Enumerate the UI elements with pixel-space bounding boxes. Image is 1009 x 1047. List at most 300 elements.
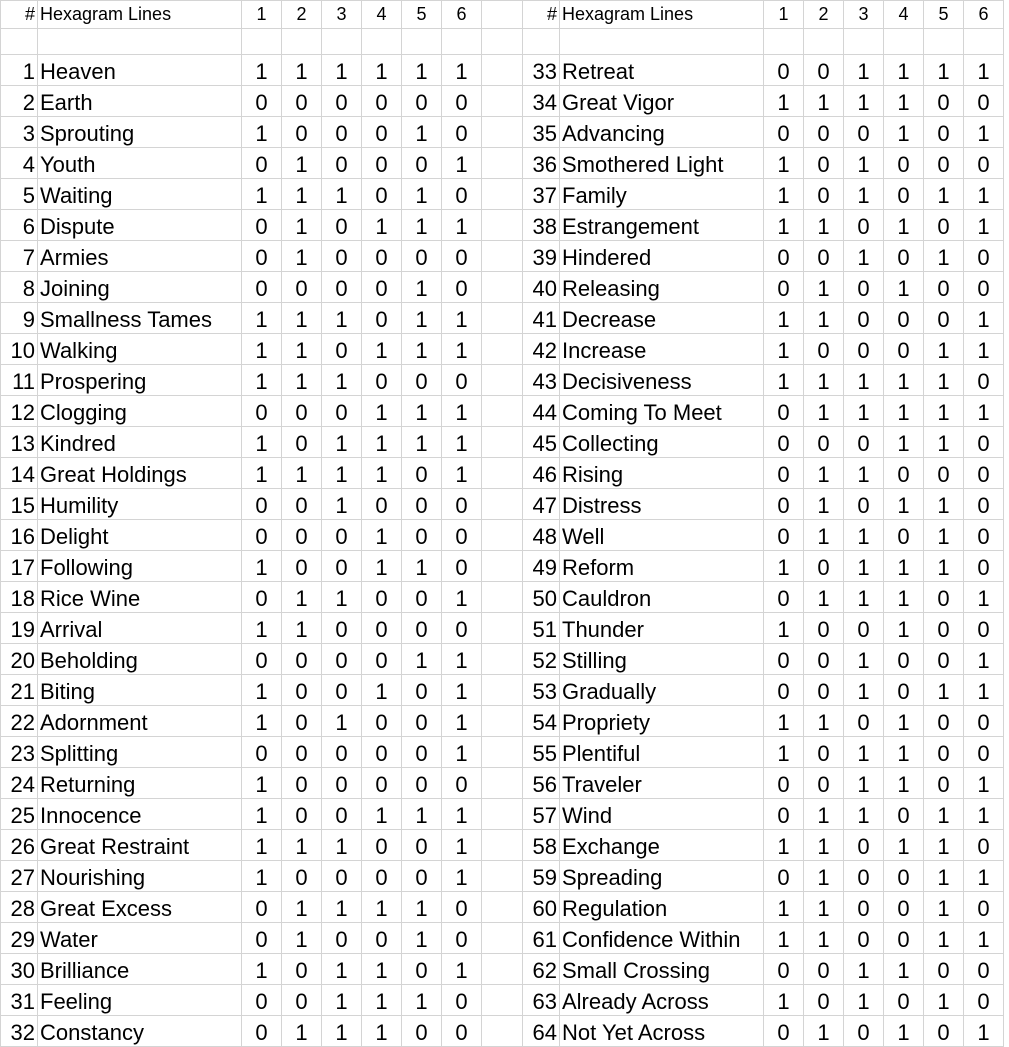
line-value-cell[interactable]: 1	[442, 830, 482, 861]
line-value-cell[interactable]: 1	[322, 179, 362, 210]
line-value-cell[interactable]: 0	[322, 210, 362, 241]
hexagram-number-cell[interactable]: 15	[1, 489, 38, 520]
line-value-cell[interactable]: 1	[282, 241, 322, 272]
line-value-cell[interactable]: 0	[242, 86, 282, 117]
hexagram-number-cell[interactable]: 23	[1, 737, 38, 768]
hexagram-name-cell[interactable]: Following	[38, 551, 242, 582]
hexagram-name-cell[interactable]: Armies	[38, 241, 242, 272]
empty-cell[interactable]	[844, 29, 884, 55]
line-value-cell[interactable]: 0	[322, 86, 362, 117]
line-value-cell[interactable]: 0	[884, 861, 924, 892]
line-value-cell[interactable]: 0	[242, 396, 282, 427]
line-value-cell[interactable]: 0	[964, 830, 1004, 861]
line-value-cell[interactable]: 1	[764, 210, 804, 241]
line-value-cell[interactable]: 0	[402, 675, 442, 706]
spacer-cell[interactable]	[482, 799, 523, 830]
line-value-cell[interactable]: 0	[242, 272, 282, 303]
hexagram-number-cell[interactable]: 3	[1, 117, 38, 148]
hexagram-number-cell[interactable]: 20	[1, 644, 38, 675]
line-value-cell[interactable]: 1	[764, 737, 804, 768]
line-value-cell[interactable]: 1	[402, 892, 442, 923]
line-value-cell[interactable]: 1	[402, 396, 442, 427]
hexagram-number-cell[interactable]: 7	[1, 241, 38, 272]
line-value-cell[interactable]: 0	[924, 768, 964, 799]
line-value-cell[interactable]: 1	[764, 551, 804, 582]
line-value-cell[interactable]: 1	[764, 923, 804, 954]
header-line-cell[interactable]: 4	[362, 1, 402, 29]
line-value-cell[interactable]: 0	[924, 582, 964, 613]
spacer-cell[interactable]	[482, 117, 523, 148]
line-value-cell[interactable]: 1	[322, 582, 362, 613]
line-value-cell[interactable]: 1	[844, 458, 884, 489]
line-value-cell[interactable]: 0	[804, 179, 844, 210]
line-value-cell[interactable]: 0	[924, 117, 964, 148]
line-value-cell[interactable]: 1	[322, 830, 362, 861]
hexagram-number-cell[interactable]: 37	[523, 179, 560, 210]
hexagram-name-cell[interactable]: Increase	[560, 334, 764, 365]
line-value-cell[interactable]: 0	[884, 892, 924, 923]
hexagram-number-cell[interactable]: 10	[1, 334, 38, 365]
line-value-cell[interactable]: 0	[442, 1016, 482, 1047]
line-value-cell[interactable]: 0	[362, 613, 402, 644]
spacer-cell[interactable]	[482, 613, 523, 644]
hexagram-name-cell[interactable]: Nourishing	[38, 861, 242, 892]
hexagram-number-cell[interactable]: 24	[1, 768, 38, 799]
line-value-cell[interactable]: 1	[402, 427, 442, 458]
line-value-cell[interactable]: 1	[442, 675, 482, 706]
line-value-cell[interactable]: 1	[242, 458, 282, 489]
hexagram-number-cell[interactable]: 63	[523, 985, 560, 1016]
header-line-cell[interactable]: 1	[242, 1, 282, 29]
hexagram-name-cell[interactable]: Decisiveness	[560, 365, 764, 396]
line-value-cell[interactable]: 0	[282, 768, 322, 799]
header-name-cell[interactable]: Hexagram Lines	[560, 1, 764, 29]
hexagram-name-cell[interactable]: Distress	[560, 489, 764, 520]
line-value-cell[interactable]: 0	[402, 861, 442, 892]
line-value-cell[interactable]: 1	[964, 396, 1004, 427]
hexagram-name-cell[interactable]: Feeling	[38, 985, 242, 1016]
header-line-cell[interactable]: 6	[964, 1, 1004, 29]
line-value-cell[interactable]: 0	[764, 117, 804, 148]
line-value-cell[interactable]: 0	[362, 830, 402, 861]
line-value-cell[interactable]: 0	[964, 272, 1004, 303]
line-value-cell[interactable]: 0	[844, 706, 884, 737]
hexagram-name-cell[interactable]: Not Yet Across	[560, 1016, 764, 1047]
hexagram-number-cell[interactable]: 12	[1, 396, 38, 427]
line-value-cell[interactable]: 1	[282, 830, 322, 861]
line-value-cell[interactable]: 1	[362, 520, 402, 551]
hexagram-number-cell[interactable]: 64	[523, 1016, 560, 1047]
line-value-cell[interactable]: 1	[764, 334, 804, 365]
hexagram-number-cell[interactable]: 44	[523, 396, 560, 427]
hexagram-number-cell[interactable]: 22	[1, 706, 38, 737]
line-value-cell[interactable]: 0	[242, 241, 282, 272]
line-value-cell[interactable]: 0	[402, 520, 442, 551]
line-value-cell[interactable]: 0	[804, 148, 844, 179]
line-value-cell[interactable]: 0	[924, 737, 964, 768]
line-value-cell[interactable]: 1	[362, 334, 402, 365]
line-value-cell[interactable]: 1	[924, 396, 964, 427]
line-value-cell[interactable]: 1	[964, 55, 1004, 86]
line-value-cell[interactable]: 1	[964, 117, 1004, 148]
line-value-cell[interactable]: 0	[362, 241, 402, 272]
hexagram-name-cell[interactable]: Rising	[560, 458, 764, 489]
hexagram-name-cell[interactable]: Releasing	[560, 272, 764, 303]
line-value-cell[interactable]: 1	[402, 303, 442, 334]
line-value-cell[interactable]: 1	[804, 303, 844, 334]
line-value-cell[interactable]: 0	[282, 644, 322, 675]
line-value-cell[interactable]: 1	[322, 892, 362, 923]
hexagram-name-cell[interactable]: Cauldron	[560, 582, 764, 613]
line-value-cell[interactable]: 1	[844, 179, 884, 210]
hexagram-number-cell[interactable]: 38	[523, 210, 560, 241]
line-value-cell[interactable]: 1	[844, 148, 884, 179]
line-value-cell[interactable]: 0	[764, 644, 804, 675]
line-value-cell[interactable]: 0	[764, 675, 804, 706]
line-value-cell[interactable]: 1	[844, 985, 884, 1016]
line-value-cell[interactable]: 0	[282, 520, 322, 551]
line-value-cell[interactable]: 0	[844, 272, 884, 303]
line-value-cell[interactable]: 0	[322, 613, 362, 644]
line-value-cell[interactable]: 0	[884, 985, 924, 1016]
hexagram-name-cell[interactable]: Spreading	[560, 861, 764, 892]
line-value-cell[interactable]: 1	[884, 582, 924, 613]
line-value-cell[interactable]: 0	[442, 489, 482, 520]
line-value-cell[interactable]: 1	[844, 737, 884, 768]
line-value-cell[interactable]: 0	[844, 1016, 884, 1047]
line-value-cell[interactable]: 0	[322, 117, 362, 148]
hexagram-name-cell[interactable]: Already Across	[560, 985, 764, 1016]
line-value-cell[interactable]: 1	[884, 396, 924, 427]
line-value-cell[interactable]: 1	[804, 458, 844, 489]
line-value-cell[interactable]: 0	[964, 551, 1004, 582]
hexagram-number-cell[interactable]: 52	[523, 644, 560, 675]
line-value-cell[interactable]: 1	[282, 55, 322, 86]
hexagram-name-cell[interactable]: Gradually	[560, 675, 764, 706]
line-value-cell[interactable]: 1	[362, 1016, 402, 1047]
hexagram-number-cell[interactable]: 28	[1, 892, 38, 923]
line-value-cell[interactable]: 0	[402, 1016, 442, 1047]
line-value-cell[interactable]: 0	[924, 706, 964, 737]
empty-cell[interactable]	[1, 29, 38, 55]
line-value-cell[interactable]: 0	[804, 954, 844, 985]
line-value-cell[interactable]: 1	[924, 799, 964, 830]
line-value-cell[interactable]: 1	[884, 706, 924, 737]
line-value-cell[interactable]: 0	[442, 613, 482, 644]
line-value-cell[interactable]: 1	[282, 303, 322, 334]
line-value-cell[interactable]: 1	[362, 458, 402, 489]
line-value-cell[interactable]: 0	[242, 985, 282, 1016]
header-line-cell[interactable]: 3	[322, 1, 362, 29]
line-value-cell[interactable]: 0	[764, 520, 804, 551]
line-value-cell[interactable]: 0	[322, 551, 362, 582]
line-value-cell[interactable]: 1	[924, 675, 964, 706]
hexagram-name-cell[interactable]: Beholding	[38, 644, 242, 675]
hexagram-name-cell[interactable]: Water	[38, 923, 242, 954]
hexagram-number-cell[interactable]: 35	[523, 117, 560, 148]
line-value-cell[interactable]: 1	[322, 706, 362, 737]
line-value-cell[interactable]: 1	[924, 551, 964, 582]
spacer-cell[interactable]	[482, 55, 523, 86]
line-value-cell[interactable]: 1	[804, 396, 844, 427]
line-value-cell[interactable]: 1	[362, 551, 402, 582]
spacer-cell[interactable]	[482, 179, 523, 210]
line-value-cell[interactable]: 1	[964, 334, 1004, 365]
line-value-cell[interactable]: 0	[884, 148, 924, 179]
line-value-cell[interactable]: 0	[322, 334, 362, 365]
line-value-cell[interactable]: 0	[282, 272, 322, 303]
hexagram-number-cell[interactable]: 45	[523, 427, 560, 458]
line-value-cell[interactable]: 1	[282, 148, 322, 179]
header-line-cell[interactable]: 6	[442, 1, 482, 29]
line-value-cell[interactable]: 0	[764, 582, 804, 613]
line-value-cell[interactable]: 0	[884, 303, 924, 334]
line-value-cell[interactable]: 0	[804, 55, 844, 86]
line-value-cell[interactable]: 1	[804, 86, 844, 117]
hexagram-name-cell[interactable]: Rice Wine	[38, 582, 242, 613]
line-value-cell[interactable]: 1	[884, 1016, 924, 1047]
hexagram-number-cell[interactable]: 47	[523, 489, 560, 520]
hexagram-name-cell[interactable]: Thunder	[560, 613, 764, 644]
hexagram-number-cell[interactable]: 50	[523, 582, 560, 613]
empty-cell[interactable]	[560, 29, 764, 55]
empty-cell[interactable]	[523, 29, 560, 55]
line-value-cell[interactable]: 1	[402, 179, 442, 210]
line-value-cell[interactable]: 0	[322, 644, 362, 675]
hexagram-number-cell[interactable]: 51	[523, 613, 560, 644]
hexagram-number-cell[interactable]: 53	[523, 675, 560, 706]
line-value-cell[interactable]: 0	[282, 985, 322, 1016]
line-value-cell[interactable]: 1	[322, 303, 362, 334]
hexagram-name-cell[interactable]: Arrival	[38, 613, 242, 644]
line-value-cell[interactable]: 1	[322, 365, 362, 396]
line-value-cell[interactable]: 0	[362, 706, 402, 737]
hexagram-name-cell[interactable]: Clogging	[38, 396, 242, 427]
hexagram-number-cell[interactable]: 5	[1, 179, 38, 210]
hexagram-number-cell[interactable]: 34	[523, 86, 560, 117]
hexagram-number-cell[interactable]: 48	[523, 520, 560, 551]
hexagram-name-cell[interactable]: Collecting	[560, 427, 764, 458]
line-value-cell[interactable]: 1	[322, 427, 362, 458]
line-value-cell[interactable]: 0	[322, 923, 362, 954]
line-value-cell[interactable]: 1	[884, 768, 924, 799]
line-value-cell[interactable]: 1	[844, 520, 884, 551]
hexagram-name-cell[interactable]: Heaven	[38, 55, 242, 86]
line-value-cell[interactable]: 0	[402, 241, 442, 272]
hexagram-number-cell[interactable]: 57	[523, 799, 560, 830]
hexagram-number-cell[interactable]: 19	[1, 613, 38, 644]
spacer-cell[interactable]	[482, 706, 523, 737]
line-value-cell[interactable]: 0	[964, 489, 1004, 520]
line-value-cell[interactable]: 1	[924, 489, 964, 520]
hexagram-name-cell[interactable]: Traveler	[560, 768, 764, 799]
line-value-cell[interactable]: 1	[442, 582, 482, 613]
line-value-cell[interactable]: 1	[924, 861, 964, 892]
line-value-cell[interactable]: 0	[924, 303, 964, 334]
spacer-cell[interactable]	[482, 241, 523, 272]
hexagram-name-cell[interactable]: Coming To Meet	[560, 396, 764, 427]
hexagram-number-cell[interactable]: 54	[523, 706, 560, 737]
line-value-cell[interactable]: 1	[884, 117, 924, 148]
line-value-cell[interactable]: 0	[402, 830, 442, 861]
line-value-cell[interactable]: 0	[282, 954, 322, 985]
line-value-cell[interactable]: 1	[924, 55, 964, 86]
line-value-cell[interactable]: 0	[442, 365, 482, 396]
spacer-cell[interactable]	[482, 675, 523, 706]
spacer-cell[interactable]	[482, 489, 523, 520]
spacer-cell[interactable]	[482, 551, 523, 582]
line-value-cell[interactable]: 1	[884, 613, 924, 644]
line-value-cell[interactable]: 0	[844, 303, 884, 334]
hexagram-number-cell[interactable]: 25	[1, 799, 38, 830]
spacer-cell[interactable]	[482, 830, 523, 861]
hexagram-name-cell[interactable]: Regulation	[560, 892, 764, 923]
line-value-cell[interactable]: 0	[282, 551, 322, 582]
hexagram-number-cell[interactable]: 29	[1, 923, 38, 954]
line-value-cell[interactable]: 1	[442, 303, 482, 334]
line-value-cell[interactable]: 1	[402, 272, 442, 303]
line-value-cell[interactable]: 0	[242, 148, 282, 179]
line-value-cell[interactable]: 1	[242, 799, 282, 830]
line-value-cell[interactable]: 1	[924, 985, 964, 1016]
line-value-cell[interactable]: 0	[964, 148, 1004, 179]
line-value-cell[interactable]: 1	[884, 830, 924, 861]
line-value-cell[interactable]: 0	[844, 861, 884, 892]
line-value-cell[interactable]: 0	[322, 768, 362, 799]
line-value-cell[interactable]: 0	[844, 210, 884, 241]
spacer-cell[interactable]	[482, 520, 523, 551]
spacer-cell[interactable]	[482, 892, 523, 923]
line-value-cell[interactable]: 0	[442, 117, 482, 148]
line-value-cell[interactable]: 1	[242, 334, 282, 365]
line-value-cell[interactable]: 1	[402, 551, 442, 582]
hexagram-name-cell[interactable]: Youth	[38, 148, 242, 179]
hexagram-name-cell[interactable]: Brilliance	[38, 954, 242, 985]
line-value-cell[interactable]: 0	[322, 148, 362, 179]
line-value-cell[interactable]: 1	[322, 985, 362, 1016]
line-value-cell[interactable]: 0	[402, 737, 442, 768]
spacer-cell[interactable]	[482, 582, 523, 613]
hexagram-name-cell[interactable]: Prospering	[38, 365, 242, 396]
line-value-cell[interactable]: 1	[242, 613, 282, 644]
line-value-cell[interactable]: 1	[844, 675, 884, 706]
line-value-cell[interactable]: 0	[924, 458, 964, 489]
line-value-cell[interactable]: 0	[282, 675, 322, 706]
hexagram-number-cell[interactable]: 59	[523, 861, 560, 892]
line-value-cell[interactable]: 0	[362, 489, 402, 520]
line-value-cell[interactable]: 1	[402, 985, 442, 1016]
line-value-cell[interactable]: 0	[442, 551, 482, 582]
empty-cell[interactable]	[804, 29, 844, 55]
line-value-cell[interactable]: 1	[844, 582, 884, 613]
hexagram-name-cell[interactable]: Propriety	[560, 706, 764, 737]
line-value-cell[interactable]: 1	[242, 427, 282, 458]
hexagram-number-cell[interactable]: 62	[523, 954, 560, 985]
hexagram-number-cell[interactable]: 39	[523, 241, 560, 272]
line-value-cell[interactable]: 1	[282, 923, 322, 954]
line-value-cell[interactable]: 1	[402, 210, 442, 241]
line-value-cell[interactable]: 1	[804, 923, 844, 954]
line-value-cell[interactable]: 1	[804, 520, 844, 551]
hexagram-number-cell[interactable]: 11	[1, 365, 38, 396]
line-value-cell[interactable]: 0	[242, 582, 282, 613]
header-name-cell[interactable]: Hexagram Lines	[38, 1, 242, 29]
line-value-cell[interactable]: 0	[322, 675, 362, 706]
line-value-cell[interactable]: 1	[764, 985, 804, 1016]
hexagram-name-cell[interactable]: Great Restraint	[38, 830, 242, 861]
line-value-cell[interactable]: 0	[804, 117, 844, 148]
line-value-cell[interactable]: 1	[402, 55, 442, 86]
line-value-cell[interactable]: 0	[964, 706, 1004, 737]
line-value-cell[interactable]: 0	[764, 768, 804, 799]
hexagram-number-cell[interactable]: 16	[1, 520, 38, 551]
line-value-cell[interactable]: 0	[322, 861, 362, 892]
line-value-cell[interactable]: 1	[844, 365, 884, 396]
line-value-cell[interactable]: 1	[804, 861, 844, 892]
line-value-cell[interactable]: 0	[282, 706, 322, 737]
line-value-cell[interactable]: 0	[242, 923, 282, 954]
hexagram-name-cell[interactable]: Joining	[38, 272, 242, 303]
hexagram-name-cell[interactable]: Returning	[38, 768, 242, 799]
header-line-cell[interactable]: 2	[282, 1, 322, 29]
line-value-cell[interactable]: 1	[884, 954, 924, 985]
line-value-cell[interactable]: 0	[964, 458, 1004, 489]
line-value-cell[interactable]: 1	[924, 830, 964, 861]
hexagram-name-cell[interactable]: Biting	[38, 675, 242, 706]
hexagram-number-cell[interactable]: 30	[1, 954, 38, 985]
line-value-cell[interactable]: 1	[362, 954, 402, 985]
line-value-cell[interactable]: 1	[362, 675, 402, 706]
line-value-cell[interactable]: 1	[804, 489, 844, 520]
line-value-cell[interactable]: 1	[282, 179, 322, 210]
line-value-cell[interactable]: 0	[844, 489, 884, 520]
line-value-cell[interactable]: 0	[322, 737, 362, 768]
line-value-cell[interactable]: 1	[964, 644, 1004, 675]
line-value-cell[interactable]: 1	[924, 520, 964, 551]
line-value-cell[interactable]: 1	[844, 551, 884, 582]
hexagram-number-cell[interactable]: 49	[523, 551, 560, 582]
line-value-cell[interactable]: 1	[242, 365, 282, 396]
spacer-cell[interactable]	[482, 861, 523, 892]
line-value-cell[interactable]: 1	[964, 1016, 1004, 1047]
line-value-cell[interactable]: 1	[362, 396, 402, 427]
line-value-cell[interactable]: 1	[242, 706, 282, 737]
line-value-cell[interactable]: 0	[804, 334, 844, 365]
line-value-cell[interactable]: 1	[242, 551, 282, 582]
hexagram-name-cell[interactable]: Humility	[38, 489, 242, 520]
line-value-cell[interactable]: 1	[282, 892, 322, 923]
line-value-cell[interactable]: 1	[402, 117, 442, 148]
empty-cell[interactable]	[282, 29, 322, 55]
line-value-cell[interactable]: 0	[964, 520, 1004, 551]
line-value-cell[interactable]: 0	[924, 86, 964, 117]
line-value-cell[interactable]: 0	[844, 334, 884, 365]
line-value-cell[interactable]: 0	[402, 768, 442, 799]
line-value-cell[interactable]: 1	[804, 210, 844, 241]
hexagram-number-cell[interactable]: 8	[1, 272, 38, 303]
line-value-cell[interactable]: 1	[442, 799, 482, 830]
line-value-cell[interactable]: 0	[402, 86, 442, 117]
hexagram-number-cell[interactable]: 14	[1, 458, 38, 489]
line-value-cell[interactable]: 1	[242, 303, 282, 334]
line-value-cell[interactable]: 1	[282, 1016, 322, 1047]
header-line-cell[interactable]: 4	[884, 1, 924, 29]
spacer-cell[interactable]	[482, 954, 523, 985]
line-value-cell[interactable]: 0	[804, 551, 844, 582]
hexagram-number-cell[interactable]: 2	[1, 86, 38, 117]
line-value-cell[interactable]: 0	[402, 954, 442, 985]
hexagram-name-cell[interactable]: Dispute	[38, 210, 242, 241]
